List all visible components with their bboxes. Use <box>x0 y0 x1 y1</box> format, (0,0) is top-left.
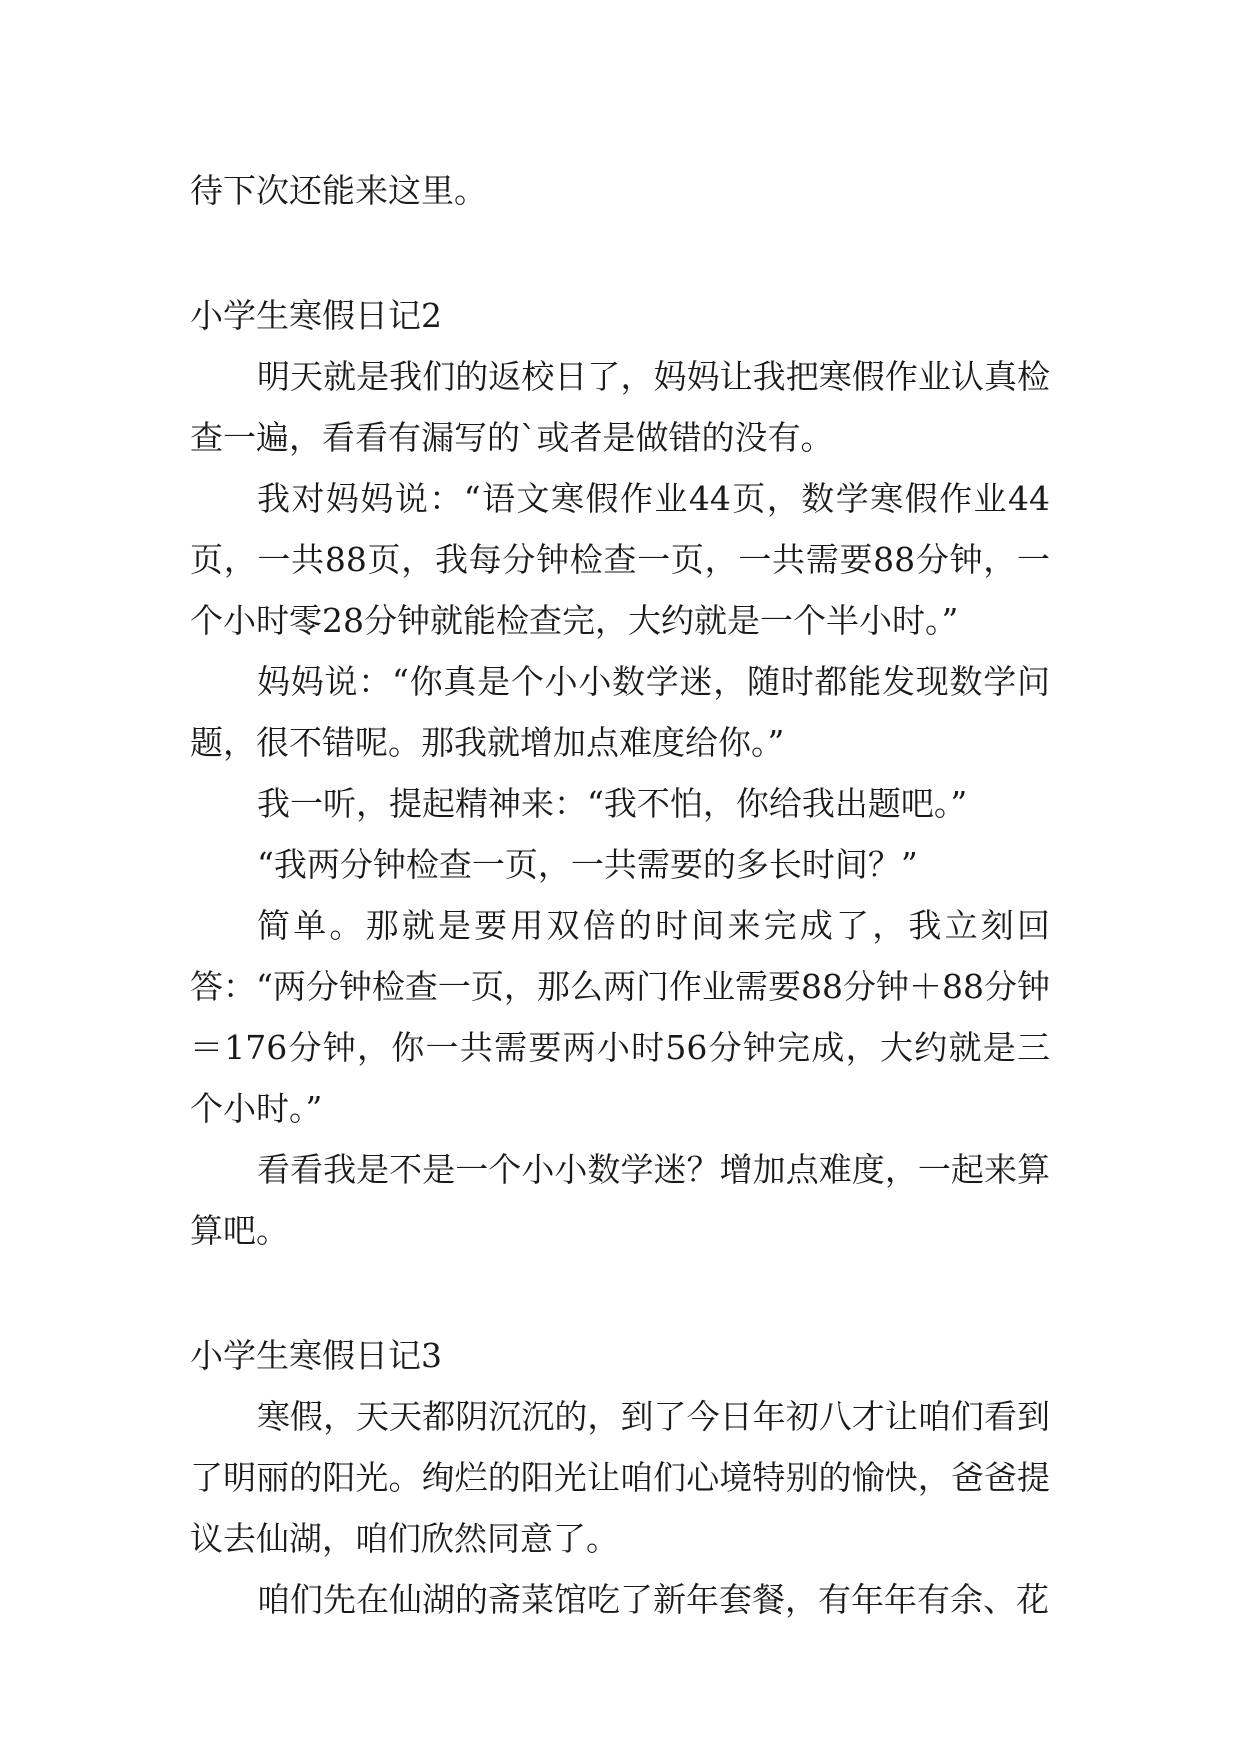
document-body <box>190 160 1050 1630</box>
section-3-paragraph-2: 咱们先在仙湖的斋菜馆吃了新年套餐，有年年有余、花 <box>257 1580 1049 1619</box>
section-2-paragraph-7: 看看我是不是一个小小数学迷？增加点难度，一起来算算吧。 <box>190 1150 1050 1250</box>
section-2-paragraph-6: 简单。那就是要用双倍的时间来完成了，我立刻回答：“两分钟检查一页，那么两门作业需要88分钟＋88分钟＝176分钟，你一共需要两小时56分钟完成，大约就是三个小时。” <box>190 906 1050 1128</box>
intro-tail-paragraph: 待下次还能来这里。 <box>190 171 487 210</box>
section-gap <box>190 221 1050 285</box>
section-3-paragraph-1: 寒假，天天都阴沉沉的，到了今日年初八才让咱们看到了明丽的阳光。绚烂的阳光让咱们心境特别的愉快，爸爸提议去仙湖，咱们欣然同意了。 <box>190 1397 1050 1558</box>
section-2-paragraph-5: “我两分钟检查一页，一共需要的多长时间？” <box>257 845 918 884</box>
section-heading-2: 小学生寒假日记2 <box>190 296 442 335</box>
section-2-paragraph-2: 我对妈妈说：“语文寒假作业44页，数学寒假作业44页，一共88页，我每分钟检查一页，一共需要88分钟，一个小时零28分钟就能检查完，大约就是一个半小时。” <box>190 479 1050 640</box>
section-2-paragraph-1: 明天就是我们的返校日了，妈妈让我把寒假作业认真检查一遍，看看有漏写的`或者是做错的没有。 <box>190 357 1050 457</box>
section-2-paragraph-3: 妈妈说：“你真是个小小数学迷，随时都能发现数学问题，很不错呢。那我就增加点难度给你。” <box>190 662 1050 762</box>
section-heading-3: 小学生寒假日记3 <box>190 1336 442 1375</box>
section-2-paragraph-4: 我一听，提起精神来：“我不怕，你给我出题吧。” <box>257 784 968 823</box>
section-gap <box>190 1261 1050 1325</box>
